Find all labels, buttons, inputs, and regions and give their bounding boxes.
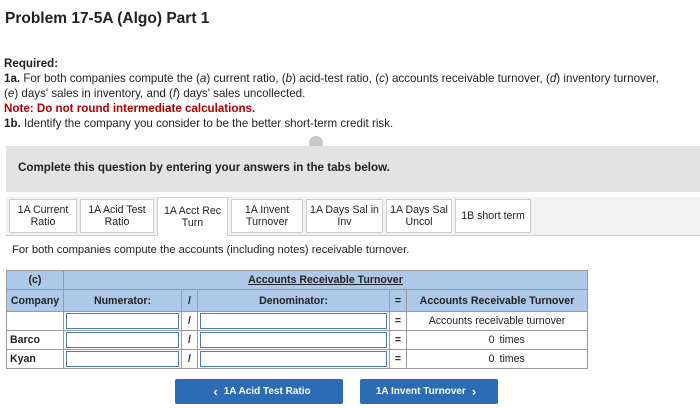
requirements — [4, 56, 700, 131]
divide-sign: / — [182, 331, 198, 350]
tab-invent-turnover[interactable]: 1A Invent Turnover — [231, 199, 303, 233]
equals-sign: = — [390, 312, 407, 331]
requirement-1b: 1b. Identify the company you consider to be the better short-term credit risk. — [4, 117, 394, 130]
barco-numerator-input[interactable] — [64, 331, 182, 350]
tab-current-ratio[interactable]: 1A Current Ratio — [9, 199, 77, 233]
kyan-numerator-input[interactable] — [64, 350, 182, 369]
next-tab-button[interactable] — [360, 379, 498, 404]
kyan-denominator-input[interactable] — [198, 350, 390, 369]
kyan-result-unit: times — [497, 350, 588, 369]
instruction-banner — [6, 146, 700, 192]
tab-days-sal-uncol[interactable]: 1A Days Sal Uncol — [386, 199, 452, 233]
barco-denominator-input[interactable] — [198, 331, 390, 350]
banner-text: Complete this question by entering your answers in the tabs below. — [18, 161, 390, 174]
barco-result-unit: times — [497, 331, 588, 350]
kyan-result-value: 0 — [407, 350, 497, 369]
chevron-right-icon: › — [471, 384, 477, 399]
company-kyan: Kyan — [7, 350, 64, 369]
required-heading: Required: — [4, 57, 59, 70]
divide-sign: / — [182, 350, 198, 369]
tab-days-sal-in-inv[interactable]: 1A Days Sal in Inv — [306, 199, 383, 233]
page-title: Problem 17-5A (Algo) Part 1 — [5, 10, 210, 27]
prev-tab-label: 1A Acid Test Ratio — [223, 386, 311, 397]
barco-result-value: 0 — [407, 331, 497, 350]
col-company-header: Company — [7, 290, 64, 312]
tab-acid-test-ratio[interactable]: 1A Acid Test Ratio — [80, 199, 154, 233]
tab-short-term[interactable]: 1B short term — [455, 199, 531, 233]
col-result-header: Accounts Receivable Turnover — [407, 290, 588, 312]
requirement-1a: 1a. For both companies compute the (a) current ratio, (b) acid-test ratio, (c) accounts receivable turnover, (d) inventory turnover, — [4, 72, 659, 85]
requirement-1a-cont: (e) days' sales in inventory, and (f) days' sales uncollected. — [4, 87, 306, 100]
blank-company-cell — [7, 312, 64, 331]
header-denominator-input[interactable] — [198, 312, 390, 331]
col-denominator-header: Denominator: — [198, 290, 390, 312]
ar-turnover-table — [6, 270, 588, 369]
equals-sign: = — [390, 331, 407, 350]
company-barco: Barco — [7, 331, 64, 350]
result-label: Accounts receivable turnover — [407, 312, 588, 331]
next-tab-label: 1A Invent Turnover — [375, 386, 466, 397]
section-title: Accounts Receivable Turnover — [64, 271, 588, 290]
prev-tab-button[interactable] — [175, 379, 343, 404]
part-label: (c) — [7, 271, 64, 290]
col-numerator-header: Numerator: — [64, 290, 182, 312]
header-numerator-input[interactable] — [64, 312, 182, 331]
equals-header: = — [390, 290, 407, 312]
tab-acct-rec-turn[interactable]: 1A Acct Rec Turn — [157, 197, 228, 236]
divide-sign: / — [182, 312, 198, 331]
chevron-left-icon: ‹ — [213, 384, 218, 399]
divide-header: / — [182, 290, 198, 312]
tab-instruction: For both companies compute the accounts (including notes) receivable turnover. — [12, 244, 410, 256]
rounding-note: Note: Do not round intermediate calculations. — [4, 102, 256, 115]
equals-sign: = — [390, 350, 407, 369]
